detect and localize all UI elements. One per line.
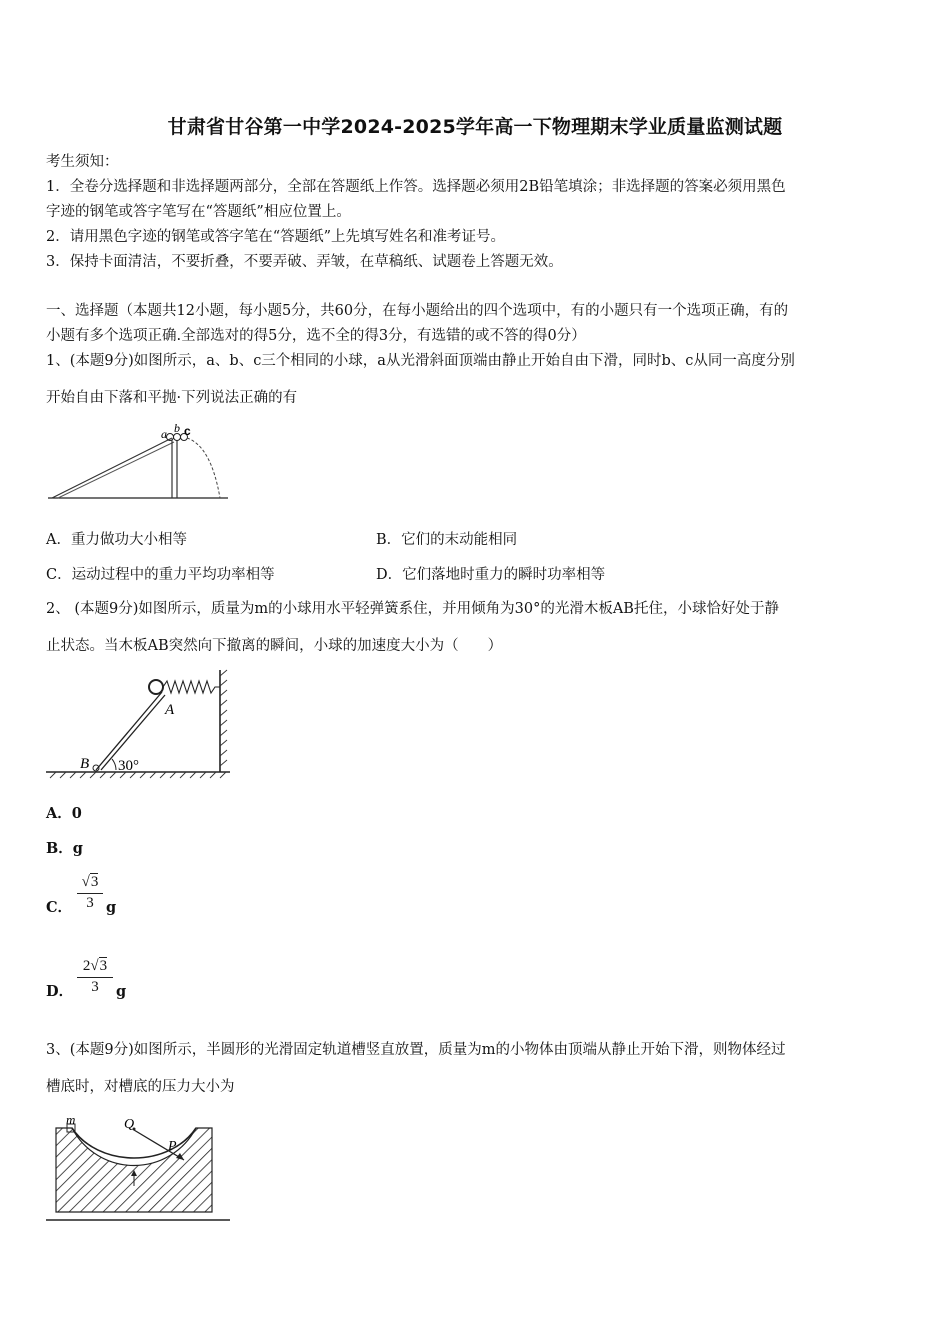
question-3-line: 3、(本题9分)如图所示，半圆形的光滑固定轨道槽竖直放置，质量为m的小物体由顶端从静止开始下滑，则物体经过 [46, 1042, 786, 1058]
q2-option-a[interactable]: A．0 [46, 805, 82, 822]
question-3-figure [44, 1112, 236, 1230]
sqrt-radicand: 3 [90, 874, 99, 890]
q2-option-d-label[interactable]: D． [46, 983, 74, 1000]
q2-option-c-label[interactable]: C． [46, 899, 73, 916]
figure-label-a: a [161, 427, 167, 441]
question-1-line: 1、(本题9分)如图所示，a、b、c三个相同的小球，a从光滑斜面顶端由静止开始自由下滑，同时b、c从同一高度分别 [46, 353, 795, 369]
question-1-line: 开始自由下落和平抛·下列说法正确的有 [46, 390, 298, 406]
notice-heading: 考生须知： [46, 154, 119, 170]
figure-label-P: P [168, 1139, 177, 1154]
section-heading-line: 一、选择题（本题共12小题，每小题5分，共60分，在每小题给出的四个选项中，有的小题只有一个选项正确，有的 [46, 303, 789, 319]
question-2-line: 止状态。当木板AB突然向下撤离的瞬间，小球的加速度大小为（ ） [46, 638, 503, 654]
question-1-figure [46, 418, 236, 506]
figure-label-A: A [165, 702, 175, 718]
question-2-figure [44, 666, 236, 786]
q2-option-c-unit: g [106, 899, 117, 916]
sqrt-coefficient: 2 [82, 958, 91, 974]
q1-option-c[interactable]: C．运动过程中的重力平均功率相等 [46, 567, 275, 583]
figure-label-B: B [80, 756, 90, 772]
question-3-line: 槽底时，对槽底的压力大小为 [46, 1079, 235, 1095]
q1-option-d[interactable]: D．它们落地时重力的瞬时功率相等 [376, 567, 606, 583]
figure-label-c: c [184, 424, 191, 438]
page-title: 甘肃省甘谷第一中学2024-2025学年高一下物理期末学业质量监测试题 [167, 116, 783, 138]
fraction-denominator: 3 [86, 895, 94, 911]
notice-item: 1．全卷分选择题和非选择题两部分，全部在答题纸上作答。选择题必须用2B铅笔填涂；非选择题的答案必须用黑色 [46, 179, 786, 195]
q2-option-d-fraction: 2√3 3 [77, 958, 113, 996]
notice-item: 字迹的钢笔或答字笔写在“答题纸”相应位置上。 [46, 204, 351, 220]
section-heading-line: 小题有多个选项正确.全部选对的得5分，选不全的得3分，有选错的或不答的得0分） [46, 328, 586, 344]
q2-option-b[interactable]: B．g [46, 840, 83, 857]
figure-label-m: m [66, 1112, 76, 1127]
figure-label-Q: Q [124, 1117, 135, 1132]
fraction-denominator: 3 [91, 979, 99, 995]
notice-item: 3．保持卡面清洁，不要折叠，不要弄破、弄皱，在草稿纸、试题卷上答题无效。 [46, 254, 563, 270]
question-2-line: 2、 (本题9分)如图所示，质量为m的小球用水平轻弹簧系住，并用倾角为30°的光滑木板AB托住，小球恰好处于静 [46, 601, 779, 617]
figure-label-angle: 30° [118, 758, 139, 774]
q2-option-c-fraction: √3 3 [77, 874, 103, 912]
figure-label-b: b [174, 421, 180, 435]
sqrt-radicand: 3 [99, 958, 108, 974]
notice-item: 2．请用黑色字迹的钢笔或答字笔在“答题纸”上先填写姓名和准考证号。 [46, 229, 506, 245]
q1-option-a[interactable]: A．重力做功大小相等 [46, 532, 187, 548]
q2-option-d-unit: g [116, 983, 127, 1000]
q1-option-b[interactable]: B．它们的末动能相同 [376, 532, 518, 548]
